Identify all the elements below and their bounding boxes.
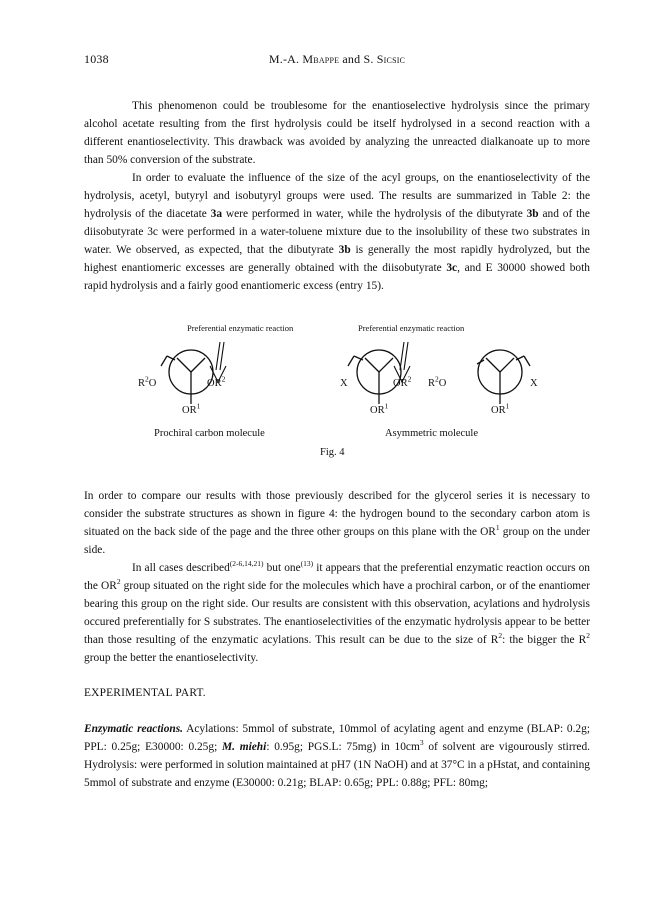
figure-caption: Fig. 4 — [320, 447, 345, 458]
group-or1-asymmetric-left: $OR^1$ — [370, 401, 389, 416]
prochiral-molecule-drawing — [161, 350, 213, 404]
group-x-right: X — [530, 378, 538, 389]
group-or1-prochiral: $OR^1$ — [182, 401, 201, 416]
group-or2-prochiral: $OR^2$ — [207, 374, 226, 389]
group-x-left: X — [340, 378, 348, 389]
paragraph-preferential-reaction: In all cases described$^{(2-6,14,21)}$ but one$^{(13)}$ it appears that the preferential enzymatic reaction occurs on the $OR^2$ group situated on the right side for the molecules which have a prochiral carbon, or of the enantiomer bearing this group on the right side. Our results are consistent with this observation, acylations and hydrolysis occured preferentially for S substrates. The enantioselectivities of the enzymatic hydrolysis appear to be better than those resulting of the enzymatic acylations. This result can be due to the size of $R^2$: the bigger the $R^2$ group the better the enantioselectivity. — [84, 559, 591, 664]
label-preferential-reaction-right: Preferential enzymatic reaction — [358, 323, 465, 333]
caption-asymmetric: Asymmetric molecule — [385, 428, 479, 439]
paragraph-enzymatic-reactions: Enzymatic reactions. Acylations: 5mmol of substrate, 10mmol of acylating agent and enzyme (BLAP: 0.2g; PPL: 0.25g; E30000: 0.25g; M. miehi: 0.95g; PGS.L: 75mg) in $10cm^3$ of solvent are vigourously stirred. Hydrolysis: were performed in solution maintained at pH7 (1N NaOH) and at 37°C in a pHstat, and containing 5mmol of substrate and enzyme (E30000: 0.21g; BLAP: 0.65g; PPL: 0.88g; PFL: 80mg; — [84, 723, 590, 789]
group-or2-asymmetric: $OR^2$ — [393, 374, 412, 389]
figure-4 — [84, 320, 590, 470]
section-heading-experimental: EXPERIMENTAL PART. — [84, 687, 206, 699]
running-header — [84, 52, 590, 68]
label-preferential-reaction-left: Preferential enzymatic reaction — [187, 323, 294, 333]
page-number: 1038 — [84, 52, 109, 66]
group-r2o-right: $R^2O$ — [428, 374, 447, 389]
group-or1-asymmetric-right: $OR^1$ — [491, 401, 510, 416]
paragraph-acyl-size: In order to evaluate the influence of the size of the acyl groups, on the enantioselectivity of the hydrolysis, acetyl, butyryl and isobutyryl groups were used. The results are summarized in Table 2: the hydrolysis of the diacetate 3a were performed in water, while the hydrolysis of the dibutyrate 3b and of the diisobutyrate 3c were performed in a water-toluene mixture due to the insolubility of these two substrates in water. We observed, as expected, that the dibutyrate 3b is generally the most rapidly hydrolyzed, but the highest enantiomeric excesses are generally obtained with the diisobutyrate 3c, and E 30000 showed both rapid hydrolysis and a fairly good enantiomeric excess (entry 15). — [84, 172, 590, 292]
caption-prochiral: Prochiral carbon molecule — [154, 428, 265, 439]
paragraph-conversion: This phenomenon could be troublesome for the enantioselective hydrolysis since the primary alcohol acetate resulting from the first hydrolysis could be itself hydrolysed in a second reaction with a different enantioselectivity. This drawback was avoided by analyzing the unreacted dialkanoate up to more than 50% conversion of the substrate. — [84, 100, 590, 166]
paragraph-structures: In order to compare our results with those previously described for the glycerol series it is necessary to consider the substrate structures as shown in figure 4: the hydrogen bound to the secondary carbon atom is situated on the back side of the page and the three other groups on this plane with the $OR^1$ group on the under side. — [84, 490, 590, 556]
asymmetric-molecule-right-drawing — [477, 350, 530, 404]
running-authors: M.-A. Mbappe and S. Sicsic — [268, 52, 406, 66]
reaction-arrows — [210, 342, 410, 382]
asymmetric-molecule-left-drawing — [348, 350, 401, 404]
group-r2o-left: $R^2O$ — [138, 374, 157, 389]
